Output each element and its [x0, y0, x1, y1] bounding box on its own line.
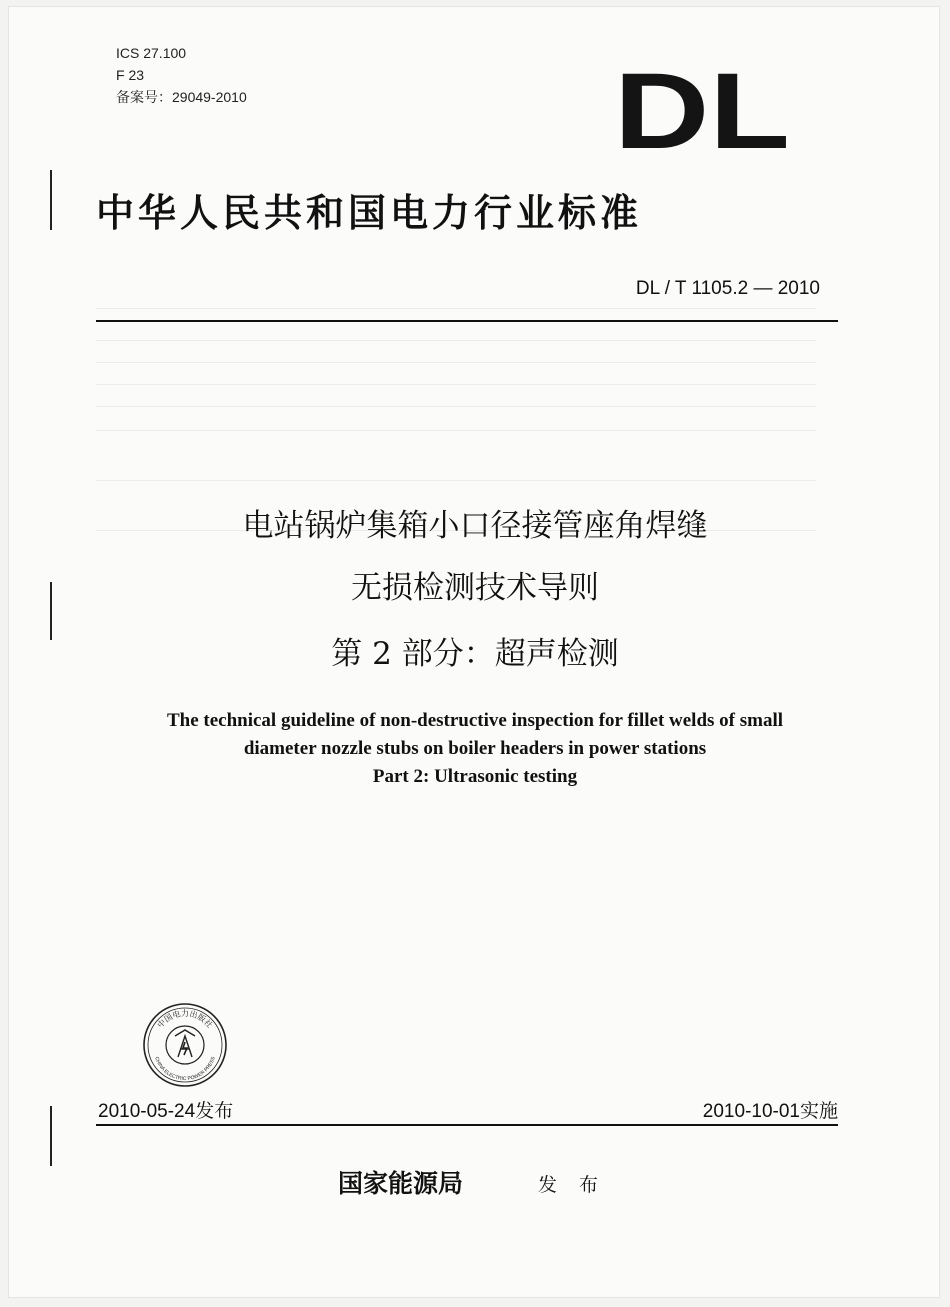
header-meta: [116, 42, 247, 108]
ics-code: ICS 27.100: [116, 45, 187, 61]
publisher-name: 国家能源局: [338, 1169, 464, 1198]
publisher-seal: [142, 1002, 228, 1088]
title-zh-line2: 无损检测技术导则: [351, 570, 599, 606]
seal-text-en: CHINA ELECTRIC POWER PRESS: [153, 1056, 217, 1083]
header-rule: [96, 320, 838, 322]
bleed-line: [96, 362, 816, 363]
publish-verb: 发 布: [538, 1174, 607, 1196]
title-zh-line3: 第 2 部分：超声检测: [331, 636, 619, 672]
dl-logo: [612, 66, 792, 152]
bleed-line: [96, 406, 816, 407]
effective-date: 2010-10-01实施: [702, 1101, 838, 1122]
seal-emblem-icon: [175, 1030, 195, 1057]
footer-rule: [96, 1124, 838, 1126]
bleed-line: [96, 308, 816, 309]
title-en-line1: The technical guideline of non-destructive inspection for fillet welds of small: [166, 710, 784, 731]
bleed-line: [96, 480, 816, 481]
title-zh-line1: 电站锅炉集箱小口径接管座角焊缝: [242, 508, 708, 544]
seal-text-zh: 中国电力出版社: [155, 1009, 215, 1030]
ccs-code: F 23: [116, 67, 145, 83]
record-number: 备案号：29049-2010: [116, 89, 247, 105]
standard-number: DL / T 1105.2 — 2010: [635, 278, 820, 299]
issue-date: 2010-05-24发布: [98, 1101, 234, 1122]
binding-mark-top: [50, 170, 52, 230]
title-en-line2: diameter nozzle stubs on boiler headers in power stations: [243, 738, 707, 759]
bleed-line: [96, 384, 816, 385]
dl-logo-letters: DL: [614, 66, 790, 152]
bleed-line: [96, 340, 816, 341]
org-title: 中华人民共和国电力行业标准: [96, 190, 643, 235]
binding-mark-bottom: [50, 1106, 52, 1166]
title-en-line3: Part 2: Ultrasonic testing: [372, 766, 578, 787]
bleed-line: [96, 430, 816, 431]
